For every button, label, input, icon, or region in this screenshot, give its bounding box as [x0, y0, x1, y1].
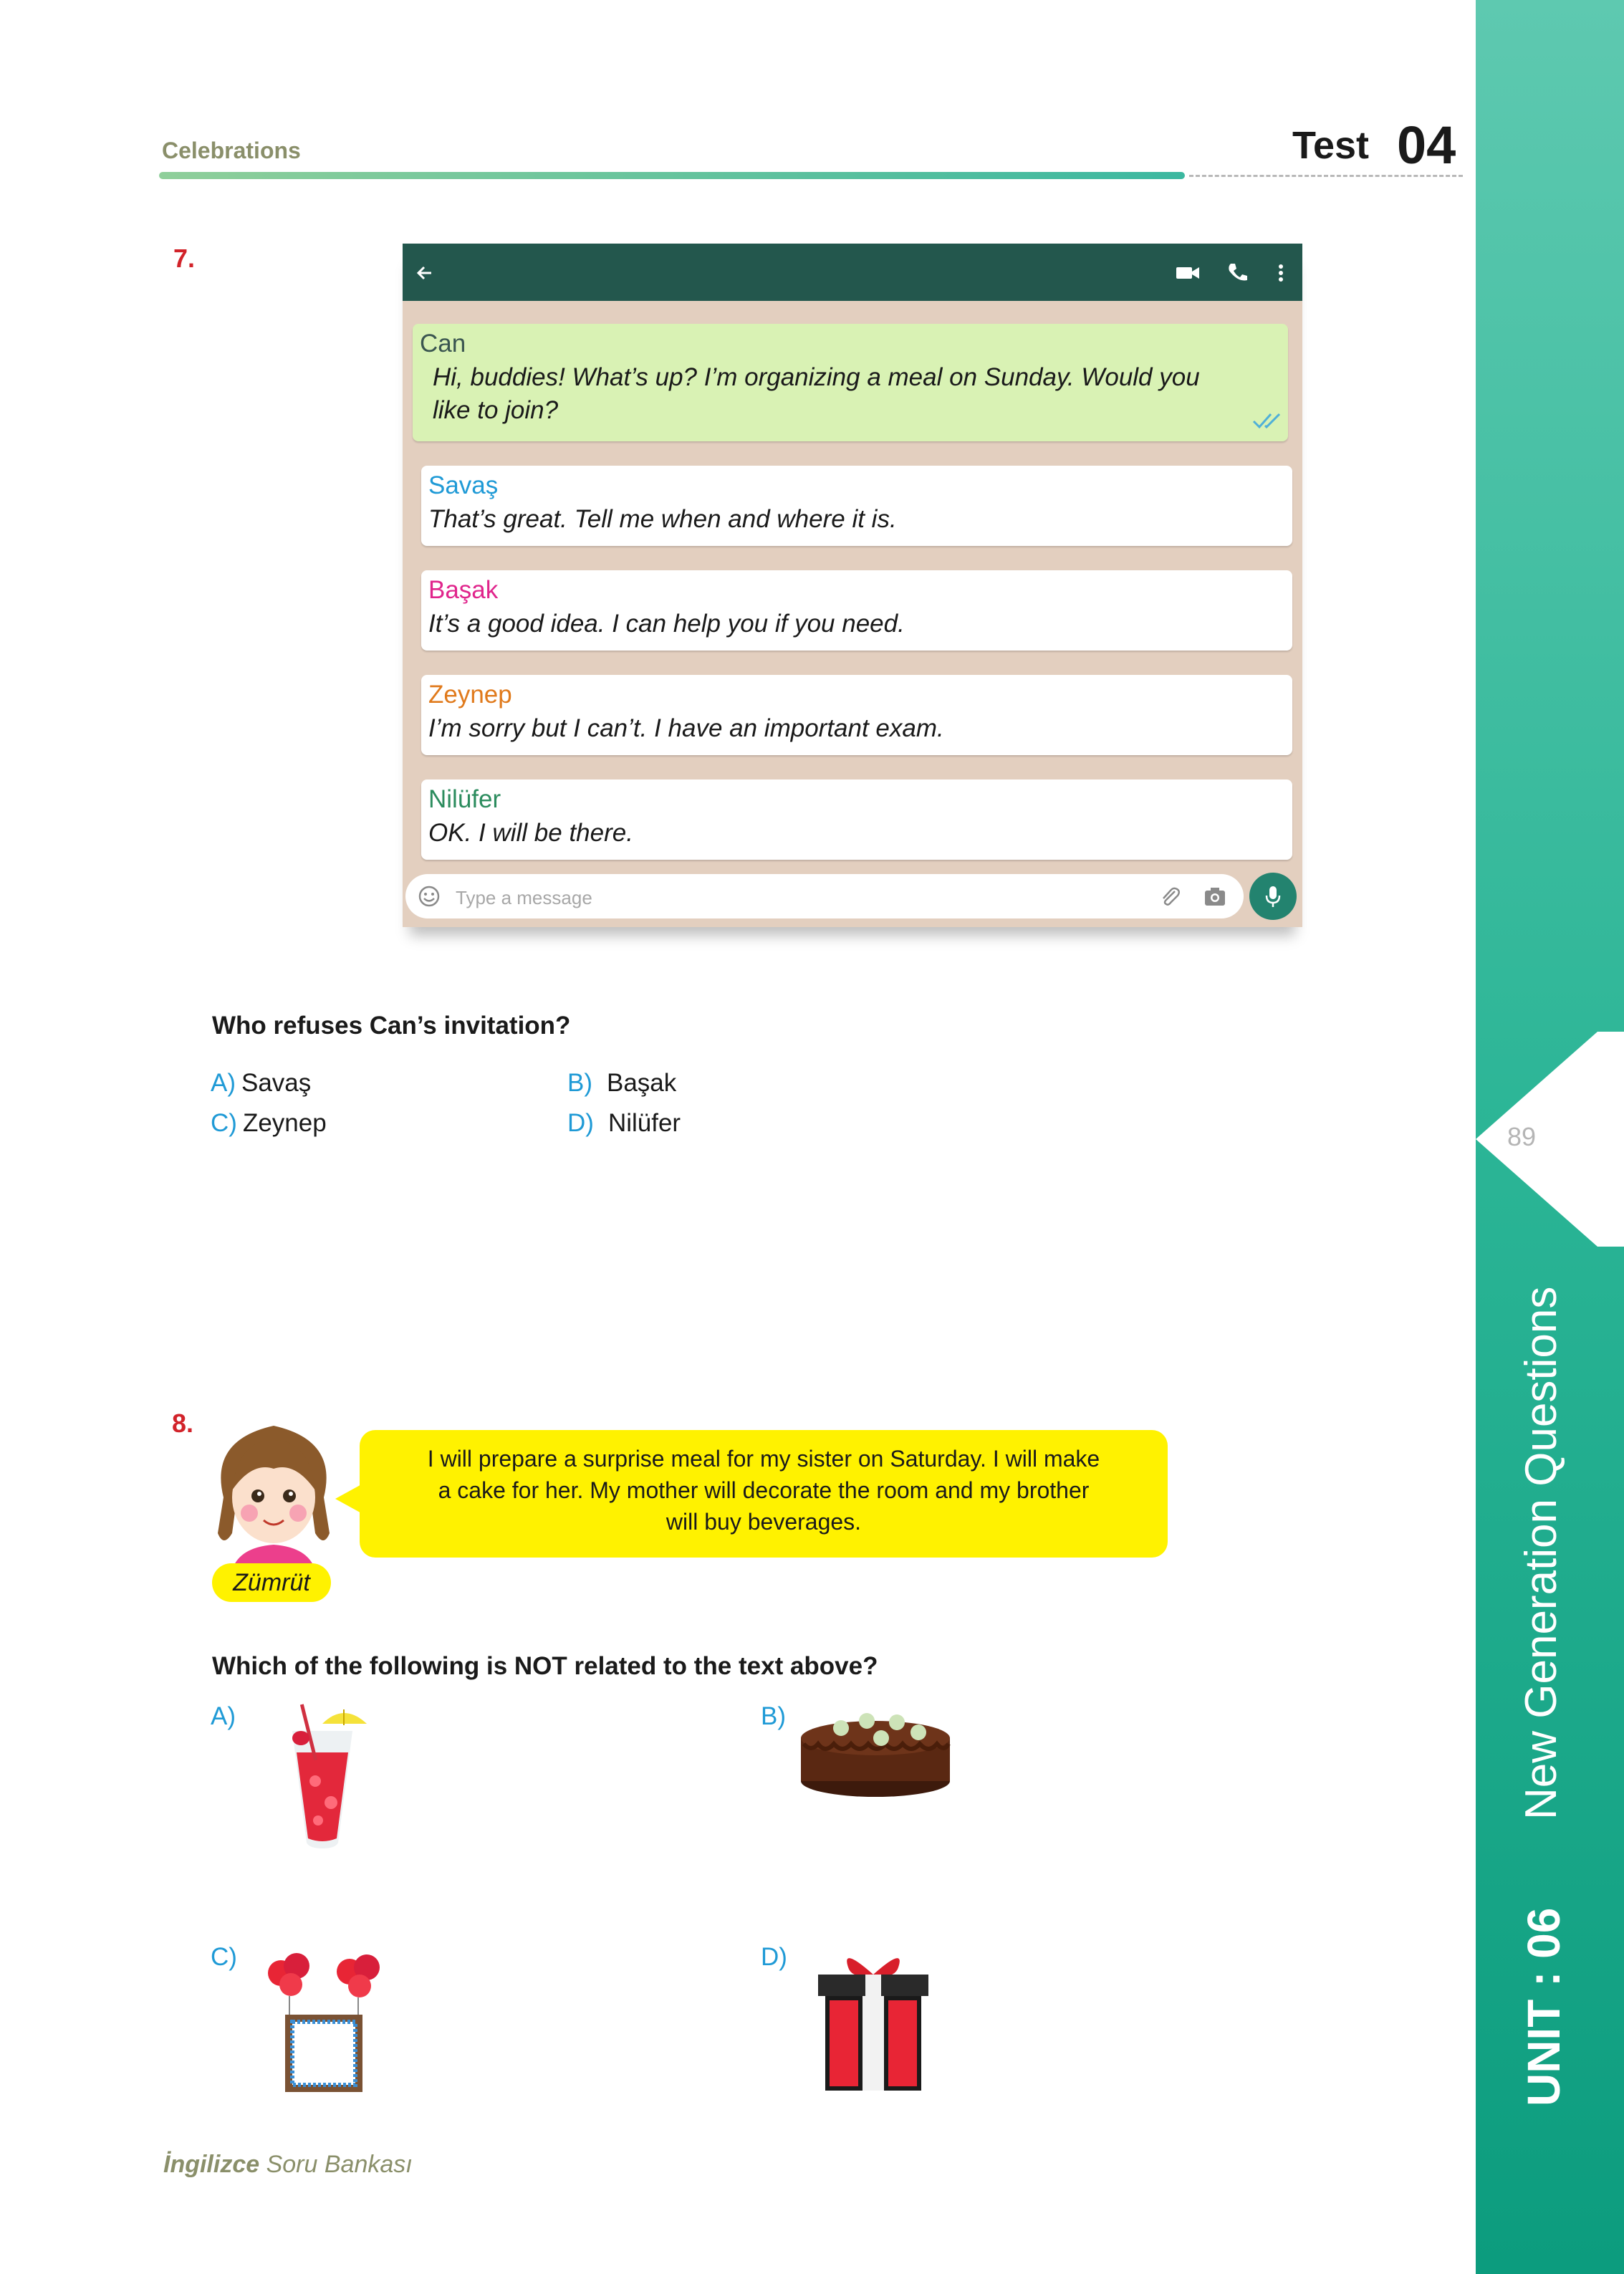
- option-text: Başak: [607, 1069, 677, 1097]
- message-text: I’m sorry but I can’t. I have an important exam.: [428, 714, 944, 742]
- message-sender: Savaş: [428, 471, 499, 499]
- question-7-text: Who refuses Can’s invitation?: [212, 1012, 571, 1040]
- option-7d[interactable]: [567, 1109, 681, 1138]
- emoji-icon[interactable]: [417, 884, 441, 908]
- message-sender: Başak: [428, 576, 499, 604]
- character-name: Zümrüt: [233, 1569, 310, 1596]
- chat-window: [403, 244, 1302, 927]
- message-line-1: Hi, buddies! What’s up? I’m organizing a meal on Sunday. Would you: [433, 363, 1200, 391]
- message-sender: Zeynep: [428, 681, 512, 709]
- message-bubble-can: [413, 324, 1288, 441]
- message-text: OK. I will be there.: [428, 819, 633, 847]
- gift-box-image[interactable]: [812, 1946, 934, 2096]
- balloons-frame-image[interactable]: [259, 1946, 388, 2096]
- message-bubble-zeynep: [421, 675, 1292, 755]
- more-options-icon[interactable]: [1275, 261, 1287, 285]
- option-text: Savaş: [241, 1069, 312, 1097]
- speech-line-1: I will prepare a surprise meal for my sister on Saturday. I will make: [427, 1446, 1100, 1472]
- camera-icon[interactable]: [1202, 884, 1228, 910]
- option-7b[interactable]: [567, 1069, 676, 1098]
- attachment-icon[interactable]: [1158, 884, 1183, 910]
- question-7-number: 7.: [173, 244, 196, 273]
- message-input-bar[interactable]: [405, 874, 1244, 918]
- question-8-number: 8.: [172, 1409, 194, 1438]
- option-8a-letter[interactable]: A): [211, 1702, 236, 1730]
- message-bubble-nilufer: [421, 779, 1292, 860]
- unit-label: UNIT : 06: [1518, 1907, 1570, 2106]
- option-text: Nilüfer: [607, 1109, 681, 1137]
- girl-character-illustration: [209, 1411, 338, 1576]
- page-number: 89: [1507, 1122, 1537, 1151]
- message-sender: Nilüfer: [428, 785, 501, 813]
- message-text: [433, 361, 1200, 427]
- option-7a[interactable]: [211, 1069, 311, 1098]
- option-8c-letter[interactable]: C): [211, 1943, 237, 1971]
- microphone-icon: [1262, 883, 1284, 909]
- option-7c[interactable]: [211, 1109, 327, 1138]
- read-ticks-icon: [1251, 410, 1287, 431]
- message-input-placeholder[interactable]: Type a message: [456, 887, 592, 908]
- option-8d-letter[interactable]: D): [761, 1943, 787, 1971]
- footer-rest: Soru Bankası: [259, 2151, 413, 2178]
- video-call-icon[interactable]: [1175, 262, 1203, 284]
- footer-publisher: [163, 2151, 413, 2179]
- speech-line-2: a cake for her. My mother will decorate the room and my brother: [438, 1477, 1090, 1503]
- sidebar-title: New Generation Questions: [1517, 1286, 1566, 1820]
- option-letter: A): [211, 1069, 236, 1097]
- character-name-tag: [212, 1563, 331, 1602]
- message-sender: Can: [420, 330, 466, 358]
- speech-text: [380, 1443, 1148, 1537]
- phone-call-icon[interactable]: [1225, 261, 1249, 285]
- section-title: Celebrations: [162, 138, 301, 163]
- chocolate-cake-image[interactable]: [797, 1702, 954, 1803]
- option-letter: D): [567, 1109, 594, 1137]
- test-number: 04: [1397, 115, 1456, 175]
- footer-bold: İngilizce: [163, 2151, 260, 2178]
- message-bubble-basak: [421, 570, 1292, 651]
- page-tab: [1476, 1032, 1597, 1247]
- speech-bubble: [360, 1430, 1168, 1558]
- option-8b-letter[interactable]: B): [761, 1702, 786, 1730]
- chat-toolbar: [403, 244, 1302, 301]
- microphone-button[interactable]: [1249, 873, 1297, 920]
- strawberry-drink-image[interactable]: [272, 1702, 373, 1853]
- message-text: That’s great. Tell me when and where it is.: [428, 505, 897, 533]
- option-text: Zeynep: [242, 1109, 327, 1137]
- option-letter: B): [567, 1069, 592, 1097]
- page-tab-body: [1597, 1032, 1624, 1247]
- message-text: It’s a good idea. I can help you if you need.: [428, 610, 905, 638]
- header-divider: [159, 172, 1185, 179]
- speech-line-3: will buy beverages.: [666, 1509, 862, 1535]
- back-arrow-icon[interactable]: [413, 261, 437, 285]
- message-line-2: like to join?: [433, 396, 559, 424]
- question-8-text: Which of the following is NOT related to the text above?: [212, 1652, 878, 1680]
- option-letter: C): [211, 1109, 237, 1137]
- test-label: Test: [1292, 124, 1370, 167]
- message-bubble-savas: [421, 466, 1292, 546]
